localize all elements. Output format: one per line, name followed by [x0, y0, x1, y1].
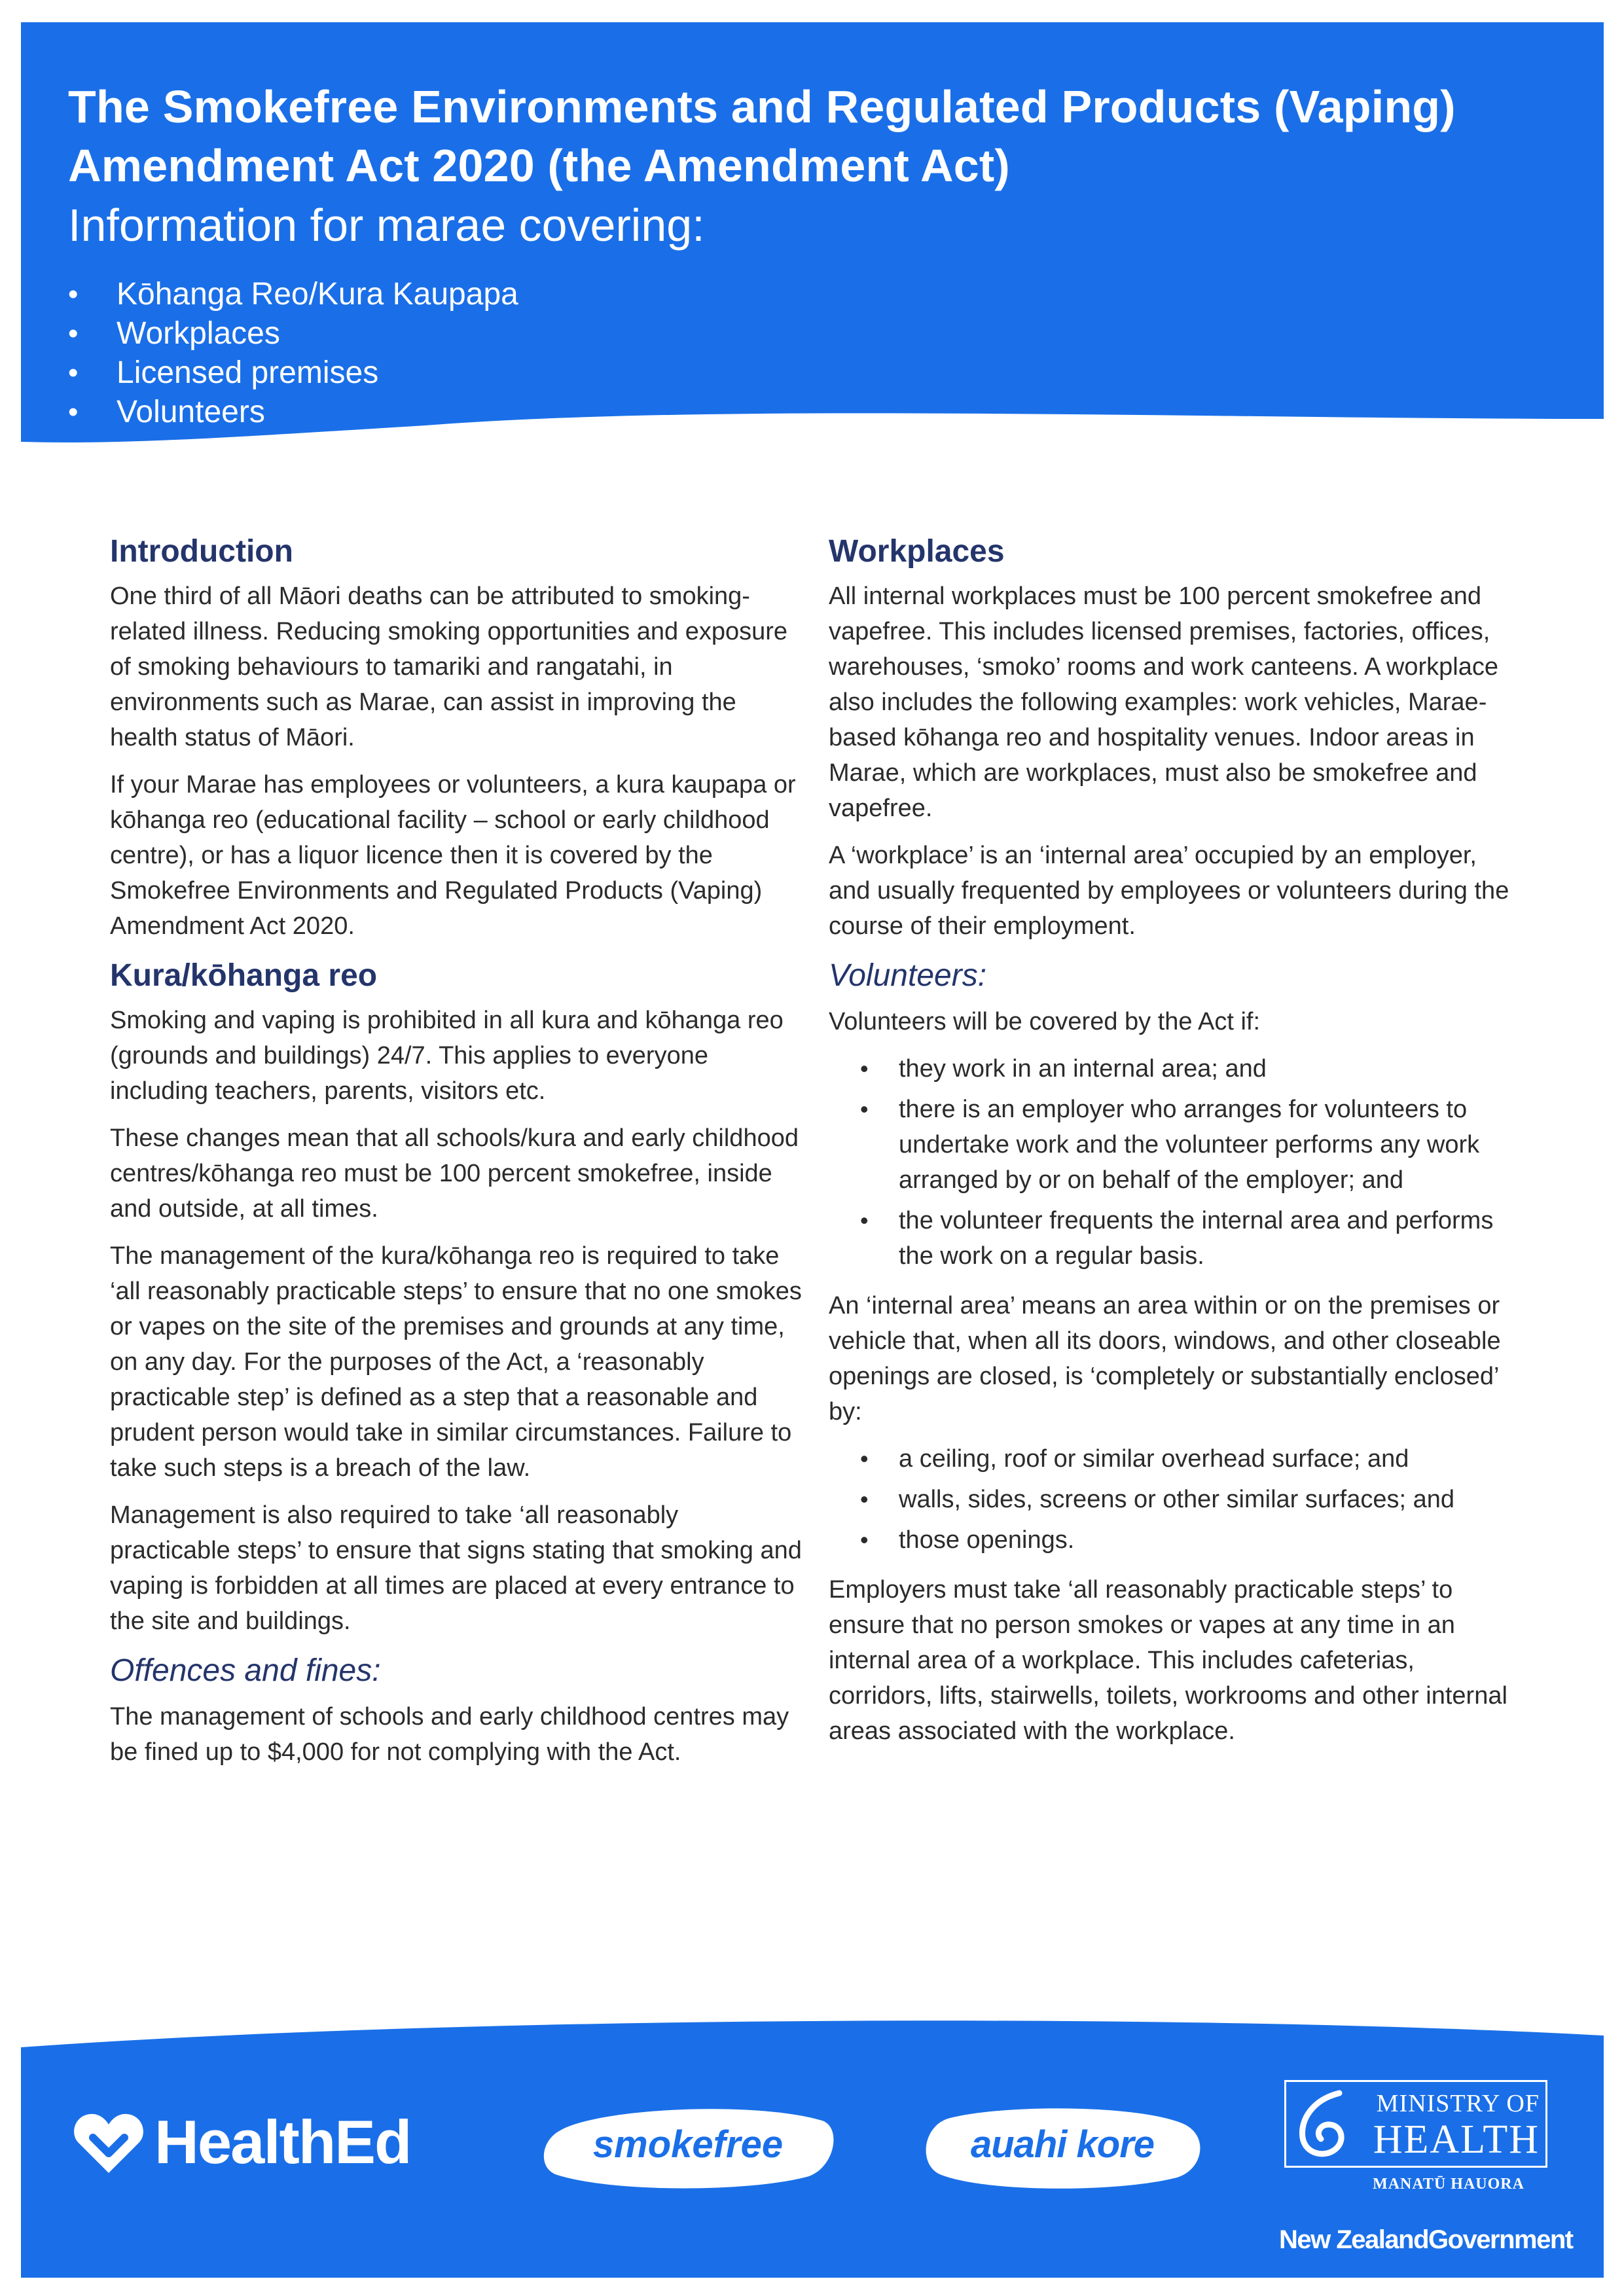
list-item: • walls, sides, screens or other similar surfaces; and: [829, 1482, 1523, 1517]
title-line-2: Amendment Act 2020 (the Amendment Act): [68, 140, 1010, 191]
offences-paragraph: The management of schools and early childhood centres may be fined up to $4,000 for not complying with the Act.: [110, 1703, 789, 1766]
nz-government-part-2: Government: [1428, 2225, 1573, 2254]
auahi-kore-wordmark: auahi kore: [970, 2123, 1155, 2166]
list-item: • those openings.: [829, 1522, 1523, 1558]
kura-paragraph: Management is also required to take ‘all reasonably practicable steps’ to ensure that signs stating that smoking and vaping is forbidden at all times are placed at every entrance to the site and buildings.: [110, 1501, 802, 1635]
moh-line-1: MINISTRY OF: [1376, 2090, 1540, 2117]
ministry-of-health-logo: [1284, 2080, 1549, 2198]
healthed-logo: [73, 2106, 460, 2178]
healthed-wordmark: HealthEd: [154, 2108, 411, 2176]
nz-government-part-1: New Zealand: [1279, 2225, 1429, 2254]
introduction-heading: Introduction: [110, 534, 293, 569]
left-column: [110, 531, 804, 1782]
workplaces-paragraph: A ‘workplace’ is an ‘internal area’ occupied by an employer, and usually frequented by employees or volunteers during the course of their employment.: [829, 842, 1509, 940]
introduction-paragraph: If your Marae has employees or volunteers, a kura kaupapa or kōhanga reo (educational facility – school or early childhood centre), or has a liquor licence then it is covered by the Smokefree Environments and Regulated Products (Vaping) Amendment Act 2020.: [110, 771, 796, 940]
scope-item: • Volunteers: [68, 393, 1574, 432]
workplaces-heading: Workplaces: [829, 534, 1005, 569]
introduction-paragraph: One third of all Māori deaths can be attributed to smoking-related illness. Reducing smoking opportunities and exposure of smoking behaviours to tamariki and rangatahi, in environments such as Marae, can assist in improving the health status of Māori.: [110, 583, 788, 751]
nz-government-wordmark: [1279, 2224, 1573, 2255]
kura-paragraph: The management of the kura/kōhanga reo is required to take ‘all reasonably practicable steps’ to ensure that no one smokes or vapes on the site of the premises and grounds at any time, on any day. For the purposes of the Act, a ‘reasonably practicable step’ is defined as a step that a reasonable and prudent person would take in similar circumstances. Failure to take such steps is a breach of the law.: [110, 1242, 802, 1482]
workplaces-paragraph: All internal workplaces must be 100 percent smokefree and vapefree. This includes licensed premises, factories, offices, warehouses, ‘smoko’ rooms and work canteens. A workplace also includes the following examples: work vehicles, Marae-based kōhanga reo and hospitality venues. Indoor areas in Marae, which are workplaces, must also be smokefree and vapefree.: [829, 583, 1498, 822]
scope-list: [68, 275, 1574, 432]
kura-paragraph: Smoking and vaping is prohibited in all kura and kōhanga reo (grounds and buildings) 24/7. This applies to everyone including teachers, parents, visitors etc.: [110, 1007, 784, 1105]
list-item: • there is an employer who arranges for volunteers to undertake work and the volunteer performs any work arranged by or on behalf of the employer; and: [829, 1092, 1523, 1198]
heart-icon: [73, 2110, 144, 2176]
volunteers-criteria-list: [829, 1051, 1523, 1274]
internal-area-paragraph: An ‘internal area’ means an area within or on the premises or vehicle that, when all its doors, windows, and other closeable openings are closed, is ‘completely or substantially enclosed’ by:: [829, 1292, 1501, 1426]
moh-line-3: MANATŪ HAUORA: [1373, 2176, 1525, 2193]
volunteers-paragraph: Volunteers will be covered by the Act if:: [829, 1008, 1261, 1035]
moh-line-2: HEALTH: [1373, 2117, 1540, 2162]
title-line-1: The Smokefree Environments and Regulated Products (Vaping): [68, 81, 1456, 132]
smokefree-logo: [541, 2104, 835, 2189]
auahi-kore-logo: [922, 2104, 1203, 2189]
kura-heading: Kura/kōhanga reo: [110, 958, 378, 993]
list-item: • the volunteer frequents the internal area and performs the work on a regular basis.: [829, 1203, 1523, 1274]
document-subtitle: Information for marae covering:: [68, 200, 705, 251]
volunteers-heading: Volunteers:: [829, 958, 987, 993]
smokefree-wordmark: smokefree: [592, 2123, 784, 2166]
enclosure-list: [829, 1441, 1523, 1558]
scope-item: • Kōhanga Reo/Kura Kaupapa: [68, 275, 1574, 314]
employers-paragraph: Employers must take ‘all reasonably practicable steps’ to ensure that no person smokes or vapes at any time in an internal area of a workplace. This includes cafeterias, corridors, lifts, stairwells, toilets, workrooms and other internal areas associated with the workplace.: [829, 1576, 1507, 1745]
offences-heading: Offences and fines:: [110, 1653, 381, 1688]
header: [68, 77, 1574, 432]
list-item: • a ceiling, roof or similar overhead surface; and: [829, 1441, 1523, 1477]
right-column: [829, 531, 1523, 1761]
list-item: • they work in an internal area; and: [829, 1051, 1523, 1086]
document-title: [68, 77, 1574, 195]
moh-koru-icon: [1293, 2087, 1356, 2162]
kura-paragraph: These changes mean that all schools/kura and early childhood centres/kōhanga reo must be 100 percent smokefree, inside and outside, at all times.: [110, 1124, 799, 1223]
scope-item: • Licensed premises: [68, 353, 1574, 393]
scope-item: • Workplaces: [68, 314, 1574, 353]
